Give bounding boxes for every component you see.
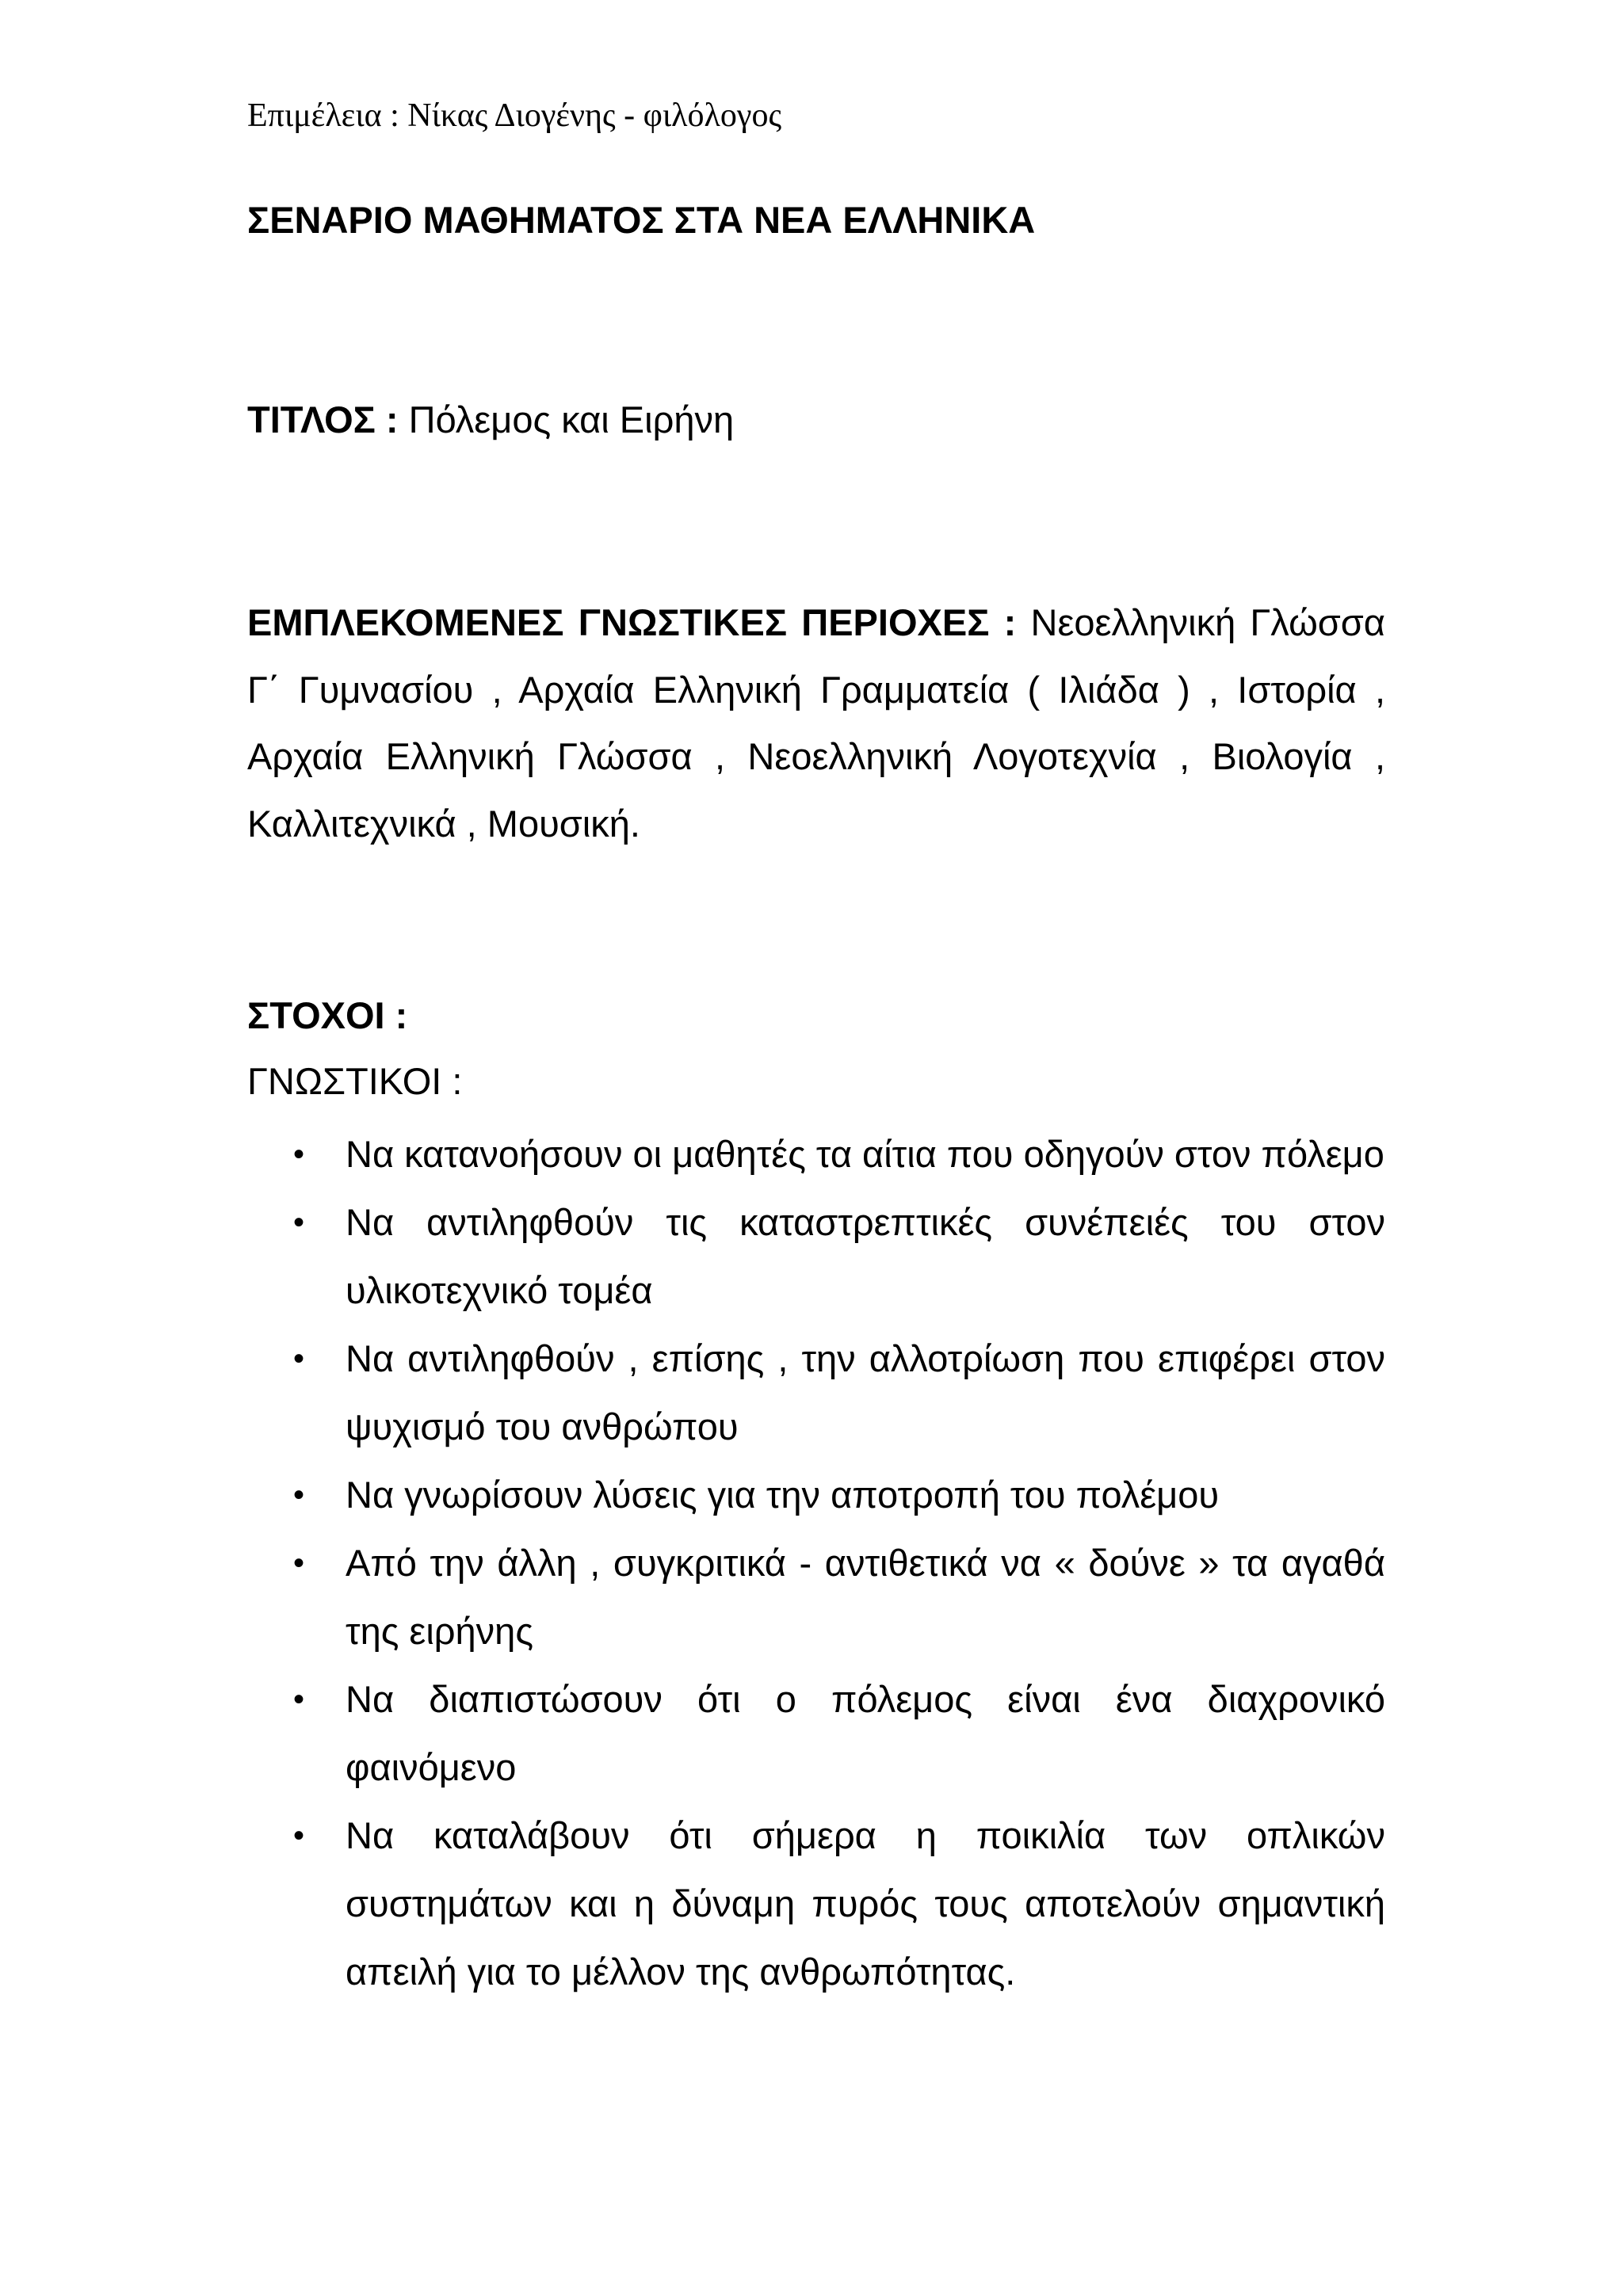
bullet-icon: • [293,1546,305,1581]
knowledge-areas-value: Νεοελληνική Γλώσσα Γ΄ Γυμνασίου , Αρχαία Ελληνική Γραμματεία ( Ιλιάδα ) , Ιστορία , Αρχαία Ελληνική Γλώσσα , Νεοελληνική Λογοτεχνία , Βιολογία , Καλλιτεχνικά , Μουσική. [247,601,1385,845]
lesson-title-label: ΤΙΤΛΟΣ : [247,399,399,441]
goal-text: Να αντιληφθούν τις καταστρεπτικές συνέπειές του στον υλικοτεχνικό τομέα [346,1201,1385,1311]
goals-subheading: ΓΝΩΣΤΙΚΟΙ : [247,1060,463,1102]
list-item [293,1665,1385,1802]
bullet-icon: • [293,1205,305,1240]
lesson-title-line [247,395,734,445]
bullet-icon: • [293,1478,305,1512]
goal-text: Να καταλάβουν ότι σήμερα η ποικιλία των οπλικών συστημάτων και η δύναμη πυρός τους αποτελούν σημαντική απειλή για το μέλλον της ανθρωπότητας. [346,1814,1385,1993]
bullet-icon: • [293,1818,305,1853]
document-title: ΣΕΝΑΡΙΟ ΜΑΘΗΜΑΤΟΣ ΣΤΑ ΝΕΑ ΕΛΛΗΝΙΚΑ [247,199,1036,241]
goal-text: Από την άλλη , συγκριτικά - αντιθετικά να « δούνε » τα αγαθά της ειρήνης [346,1542,1385,1652]
goals-list [293,1120,1385,2006]
goal-text: Να διαπιστώσουν ότι ο πόλεμος είναι ένα διαχρονικό φαινόμενο [346,1678,1385,1788]
list-item [293,1120,1385,1188]
bullet-icon: • [293,1137,305,1172]
goal-text: Να κατανοήσουν οι μαθητές τα αίτια που οδηγούν στον πόλεμο [346,1133,1384,1175]
goal-text: Να γνωρίσουν λύσεις για την αποτροπή του πολέμου [346,1474,1220,1516]
lesson-title-value: Πόλεμος και Ειρήνη [408,399,735,441]
bullet-icon: • [293,1341,305,1376]
list-item [293,1188,1385,1325]
goal-text: Να αντιληφθούν , επίσης , την αλλοτρίωση που επιφέρει στον ψυχισμό του ανθρώπου [346,1337,1385,1447]
list-item [293,1461,1385,1529]
knowledge-areas-paragraph [247,589,1385,857]
knowledge-areas-label: ΕΜΠΛΕΚΟΜΕΝΕΣ ΓΝΩΣΤΙΚΕΣ ΠΕΡΙΟΧΕΣ : [247,601,1017,643]
list-item [293,1802,1385,2006]
list-item [293,1325,1385,1461]
list-item [293,1529,1385,1665]
bullet-icon: • [293,1682,305,1717]
editor-header: Επιμέλεια : Νίκας Διογένης - φιλόλογος [247,97,782,134]
goals-heading: ΣΤΟΧΟΙ : [247,994,408,1036]
